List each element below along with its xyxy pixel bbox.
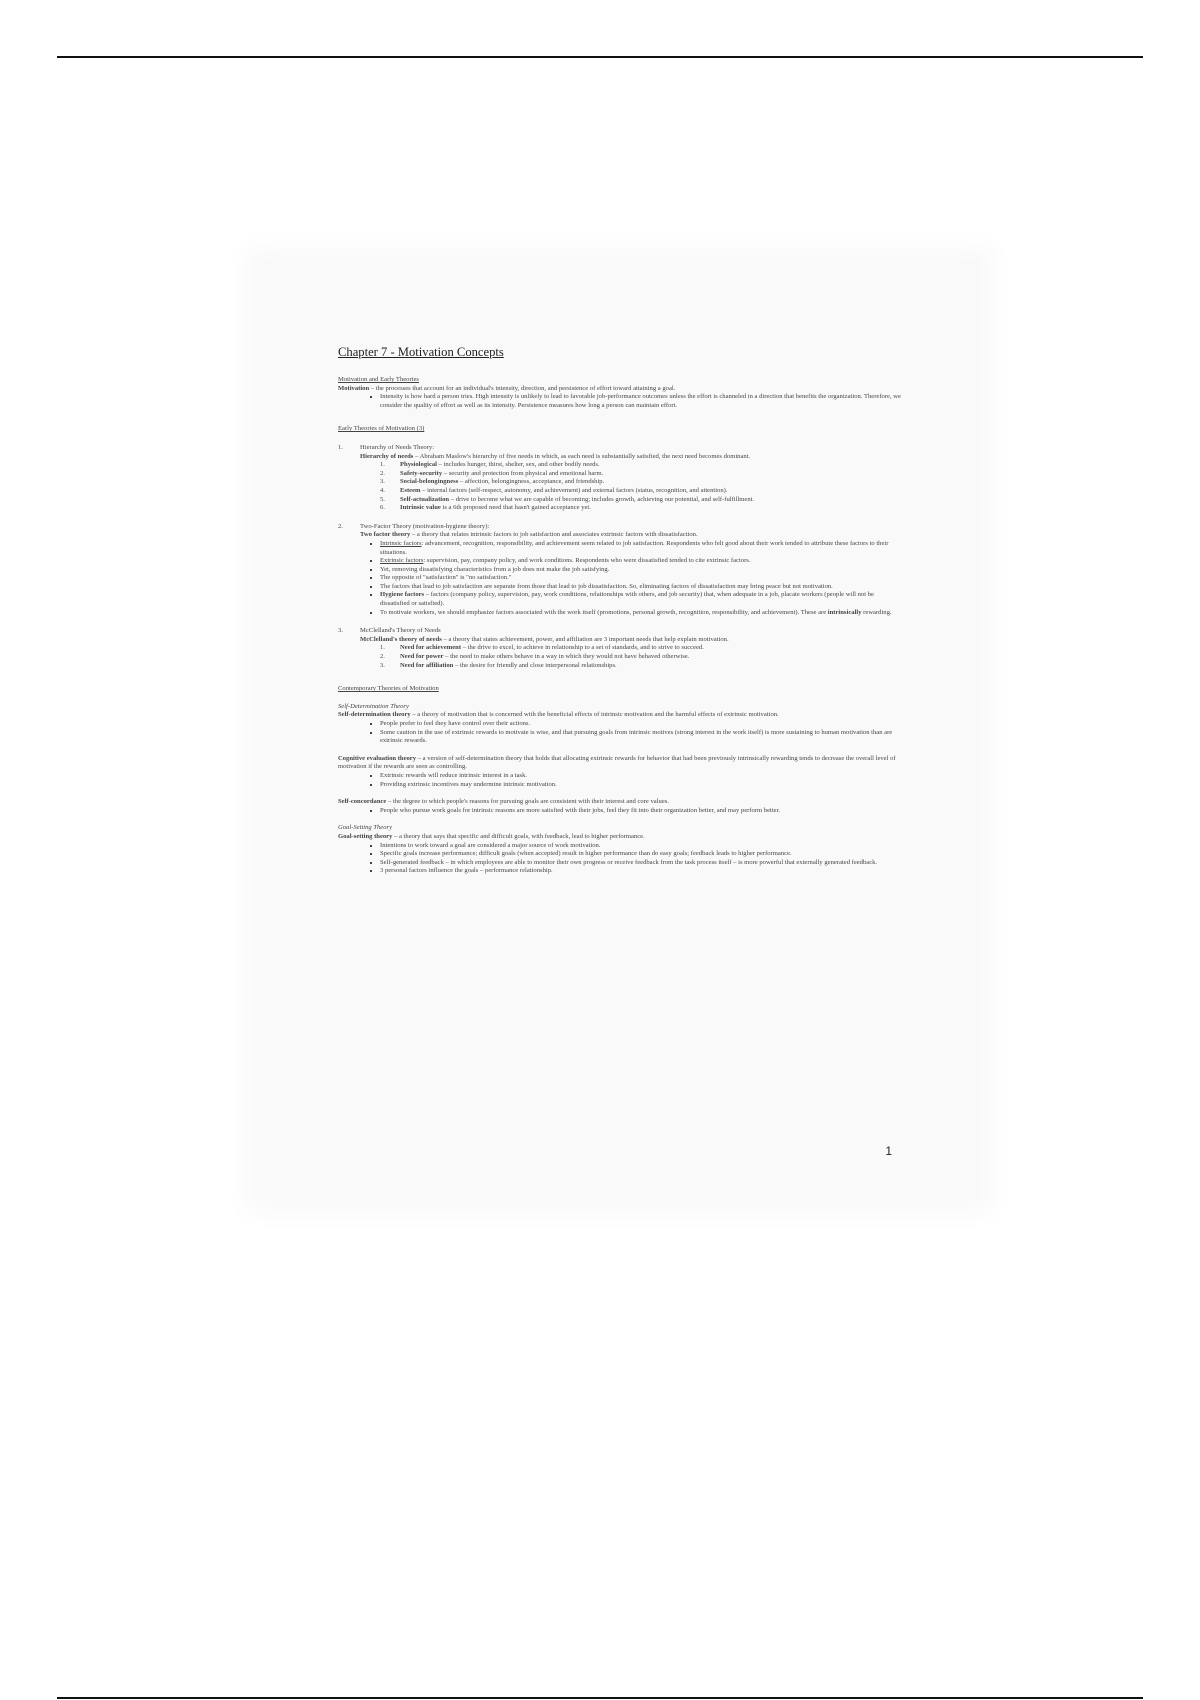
theory-name: McClelland's Theory of Needs xyxy=(360,627,441,635)
list-item: 4. Esteem – internal factors (self-respect, autonomy, and achievement) and external factors (status, recognition, and attention). xyxy=(380,486,728,494)
list-item: ▪ Intrinsic factors: advancement, recognition, responsibility, and achievement seem related to job satisfaction. Respondents who felt good about their work tended to attribute these factors to their situations. xyxy=(380,540,903,557)
list-item: ▪ Yet, removing dissatisfying characteristics from a job does not make the job satisfying. xyxy=(380,566,903,575)
list-item: ▪ Providing extrinsic incentives may undermine intrinsic motivation. xyxy=(380,781,903,790)
list-item: 2. Need for power – the need to make others behave in a way in which they would not have behaved otherwise. xyxy=(380,653,690,661)
list-item: 5. Self-actualization – drive to become what we are capable of becoming; includes growth, achieving our potential, and self-fulfillment. xyxy=(380,495,755,503)
list-item: 6. Intrinsic value is a 6th proposed need that hasn't gained acceptance yet. xyxy=(380,504,591,512)
section-heading: Early Theories of Motivation (3) xyxy=(338,425,425,433)
page-title: Chapter 7 - Motivation Concepts xyxy=(338,345,504,359)
list-item: ▪ Specific goals increase performance; difficult goals (when accepted) result in higher performance than do easy goals; feedback leads to higher performance. xyxy=(380,850,903,859)
definition: Motivation – the processes that account for an individual's intensity, direction, and persistence of effort toward attaining a goal. xyxy=(338,384,676,392)
list-item: ▪ Intensity is how hard a person tries. High intensity is unlikely to lead to favorable job-performance outcomes unless the effort is channeled in a direction that benefits the organization. Therefore, we consider the quality of effort as well as its intensity. Persistence measures how long a person can maintain effort. xyxy=(380,393,903,410)
list-item: ▪ Extrinsic rewards will reduce intrinsic interest in a task. xyxy=(380,772,903,781)
bullet-list xyxy=(338,807,903,816)
section-heading: Contemporary Theories of Motivation xyxy=(338,685,439,693)
list-item: ▪ Extrinsic factors: supervision, pay, company policy, and work conditions. Respondents who were dissatisfied tended to cite extrinsic factors. xyxy=(380,557,903,566)
list-item: ▪ People who pursue work goals for intrinsic reasons are more satisfied with their jobs, feel they fit into their organization better, and may perform better. xyxy=(380,807,903,816)
theory-body xyxy=(338,636,903,670)
list-item: 3. Social-belongingness – affection, belongingness, acceptance, and friendship. xyxy=(380,478,605,486)
numbered-list xyxy=(360,644,903,670)
subsection-heading: Goal-Setting Theory xyxy=(338,824,393,832)
bullet-list xyxy=(360,540,903,617)
list-item: ▪ To motivate workers, we should emphasize factors associated with the work itself (promotions, personal growth, recognition, responsibility, and achievement). These are intrinsically rewarding. xyxy=(380,609,903,618)
theory-item: 2. Two-Factor Theory (motivation-hygiene theory): xyxy=(338,522,490,530)
definition: Two factor theory – a theory that relates intrinsic factors to job satisfaction and associates extrinsic factors with dissatisfaction. xyxy=(360,531,698,539)
list-item: ▪ 3 personal factors influence the goals – performance relationship. xyxy=(380,867,903,876)
bullet-list xyxy=(338,393,903,410)
list-item: ▪ Hygiene factors – factors (company policy, supervision, pay, work conditions, relationships with others, and job security) that, when adequate in a job, placate workers (people will not be dissatisfied or satisfied). xyxy=(380,591,903,608)
bullet-list xyxy=(338,842,903,876)
bottom-divider xyxy=(57,1697,1143,1699)
bullet-list xyxy=(338,720,903,746)
list-item: ▪ Self-generated feedback – in which employees are able to monitor their own progress or receive feedback from the task process itself – is more powerful that externally generated feedback. xyxy=(380,859,903,868)
theory-item: 1. Hierarchy of Needs Theory: xyxy=(338,443,435,451)
definition: Cognitive evaluation theory – a version of self-determination theory that holds that allocating extrinsic rewards for behavior that had been previously intrinsically rewarding tends to decrease the overall level of motivation if the rewards are seen as controlling. xyxy=(338,754,896,771)
definition: Goal-setting theory – a theory that says that specific and difficult goals, with feedback, lead to higher performance. xyxy=(338,832,645,840)
numbered-list xyxy=(360,461,903,513)
definition: Self-concordance – the degree to which people's reasons for pursuing goals are consistent with their interest and core values. xyxy=(338,798,669,806)
list-item: 3. Need for affiliation – the desire for friendly and close interpersonal relationships. xyxy=(380,661,617,669)
top-divider xyxy=(57,56,1143,58)
definition: Self-determination theory – a theory of motivation that is concerned with the beneficial effects of intrinsic motivation and the harmful effects of extrinsic motivation. xyxy=(338,711,779,719)
subsection-heading: Self-Determination Theory xyxy=(338,702,409,710)
document-page xyxy=(258,260,980,1200)
list-item: ▪ Intentions to work toward a goal are considered a major source of work motivation. xyxy=(380,842,903,851)
bullet-list xyxy=(338,772,903,789)
theory-body xyxy=(338,531,903,617)
list-item: ▪ The opposite of "satisfaction" is "no satisfaction." xyxy=(380,574,903,583)
definition: McClelland's theory of needs – a theory that states achievement, power, and affiliation are 3 important needs that help explain motivation. xyxy=(360,635,729,643)
section-heading: Motivation and Early Theories xyxy=(338,376,419,383)
definition: Hierarchy of needs – Abraham Maslow's hierarchy of five needs in which, as each need is substantially satisfied, the next need becomes dominant. xyxy=(360,452,751,460)
term: Motivation xyxy=(338,384,370,392)
theory-name: Hierarchy of Needs Theory: xyxy=(360,443,435,451)
list-item: 2. Safety-security – security and protection from physical and emotional harm. xyxy=(380,469,604,477)
theory-item: 3. McClelland's Theory of Needs xyxy=(338,627,441,635)
theory-name: Two-Factor Theory (motivation-hygiene theory): xyxy=(360,522,490,530)
list-item: ▪ People prefer to feel they have control over their actions. xyxy=(380,720,903,729)
page-content xyxy=(338,344,903,876)
list-item: 1. Need for achievement – the drive to excel, to achieve in relationship to a set of standards, and to strive to succeed. xyxy=(380,644,704,652)
list-item: ▪ The factors that lead to job satisfaction are separate from those that lead to job dissatisfaction. So, eliminating factors of dissatisfaction may bring peace but not motivation. xyxy=(380,583,903,592)
theory-body xyxy=(338,453,903,513)
page-number: 1 xyxy=(885,1144,892,1158)
list-item: 1. Physiological – includes hunger, thirst, shelter, sex, and other bodily needs. xyxy=(380,461,600,469)
list-item: ▪ Some caution in the use of extrinsic rewards to motivate is wise, and that pursuing goals from intrinsic motives (strong interest in the work itself) is more sustaining to human motivation than are extrinsic rewards. xyxy=(380,729,903,746)
